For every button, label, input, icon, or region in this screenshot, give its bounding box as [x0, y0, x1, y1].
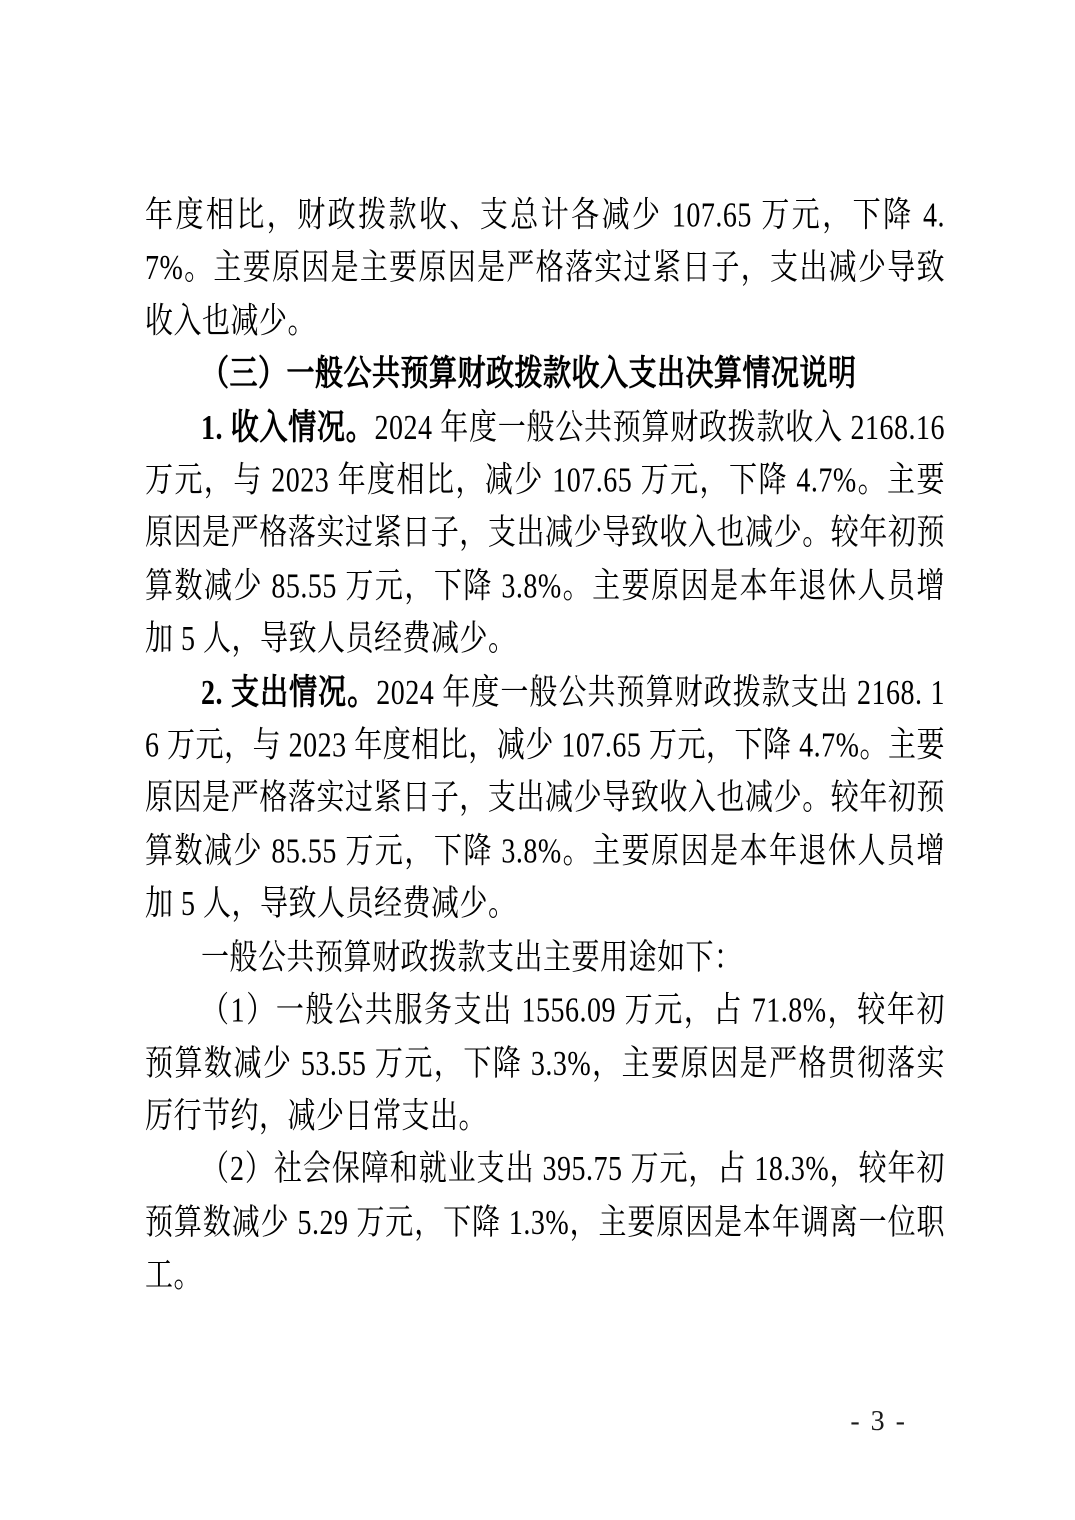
document-body: [145, 190, 945, 1303]
paragraph-expenditure-lead: 2. 支出情况。: [201, 673, 377, 713]
paragraph-continuation: 年度相比，财政拨款收、支总计各减少 107.65 万元，下降 4.7%。主要原因是主要原因是严格落实过紧日子，支出减少导致收入也减少。: [145, 196, 945, 342]
section-heading: （三）一般公共预算财政拨款收入支出决算情况说明: [201, 355, 857, 395]
paragraph-expenditure: 2. 支出情况。2024 年度一般公共预算财政拨款支出 2168. 16 万元，与 2023 年度相比，减少 107.65 万元，下降 4.7%。主要原因是严格落实过紧日子，支出减少导致收入也减少。较年初预算数减少 85.55 万元，下降 3.8%。主要原因是本年退休人员增加 5 人，导致人员经费减少。: [145, 673, 945, 925]
paragraph-usage-intro: 一般公共预算财政拨款支出主要用途如下：: [201, 938, 743, 978]
page-footer: [850, 1408, 907, 1436]
paragraph-income: 1. 收入情况。2024 年度一般公共预算财政拨款收入 2168.16 万元，与 2023 年度相比，减少 107.65 万元，下降 4.7%。主要原因是严格落实过紧日子，支出减少导致收入也减少。较年初预算数减少 85.55 万元，下降 3.8%。主要原因是本年退休人员增加 5 人，导致人员经费减少。: [145, 408, 945, 660]
paragraph-usage-item-1: （1）一般公共服务支出 1556.09 万元，占 71.8%，较年初预算数减少 53.55 万元，下降 3.3%，主要原因是严格贯彻落实厉行节约，减少日常支出。: [145, 991, 945, 1137]
paragraph-usage-item-2: （2）社会保障和就业支出 395.75 万元，占 18.3%，较年初预算数减少 5.29 万元，下降 1.3%，主要原因是本年调离一位职工。: [145, 1150, 945, 1296]
page-number: - 3 -: [850, 1406, 907, 1437]
paragraph-income-lead: 1. 收入情况。: [201, 408, 375, 448]
